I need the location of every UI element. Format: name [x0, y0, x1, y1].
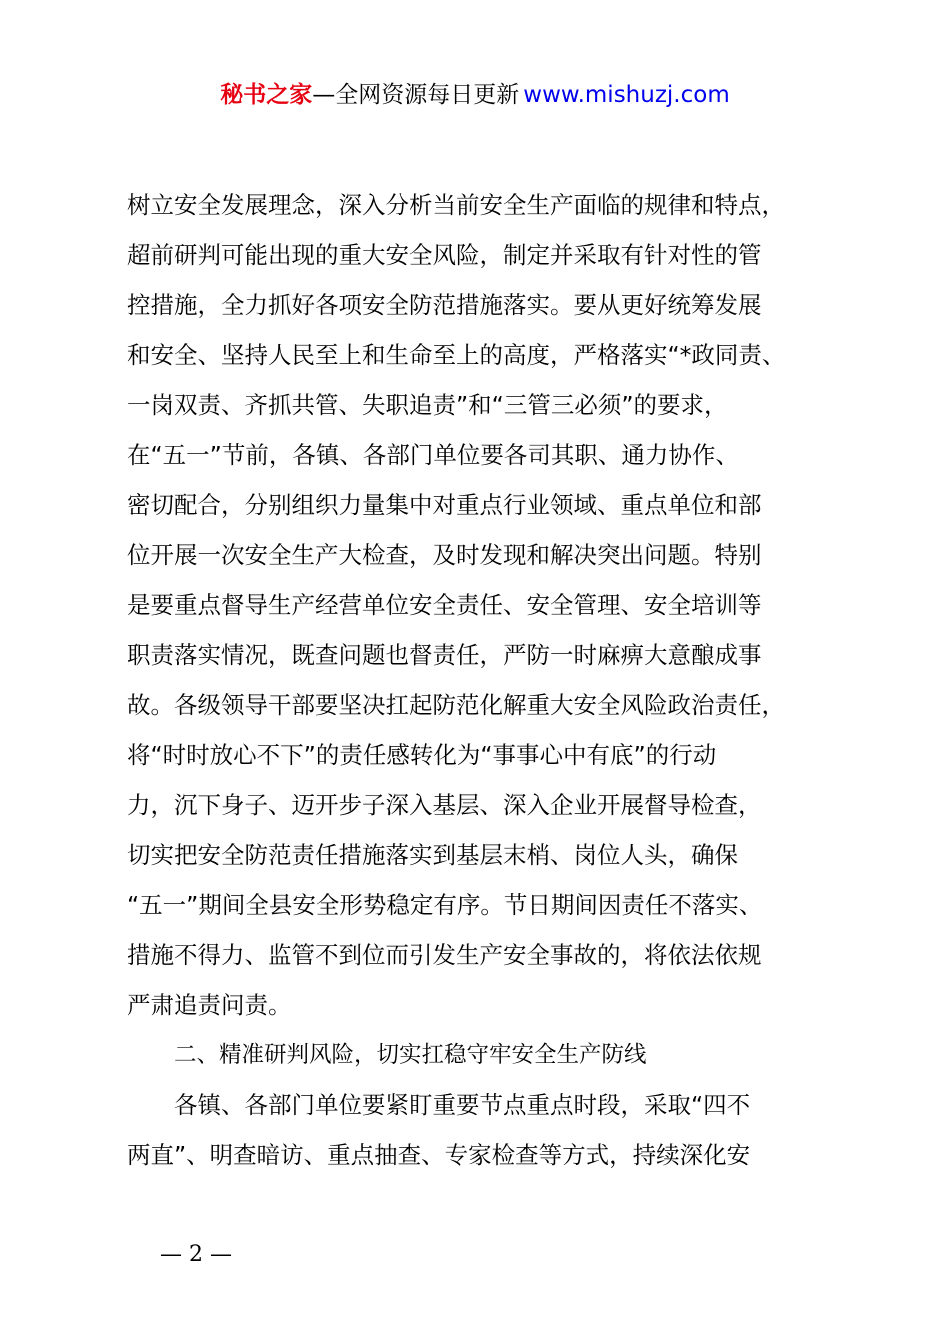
text-line: 控措施，全力抓好各项安全防范措施落实。要从更好统筹发展	[127, 291, 762, 319]
text-line: 措施不得力、监管不到位而引发生产安全事故的，将依法依规	[127, 941, 762, 969]
text-line: 职责落实情况，既查问题也督责任，严防一时麻痹大意酿成事	[127, 641, 762, 669]
text-line: 故。各级领导干部要坚决扛起防范化解重大安全风险政治责任，	[127, 691, 785, 719]
site-header	[0, 78, 950, 112]
text-line: 树立安全发展理念，深入分析当前安全生产面临的规律和特点，	[127, 191, 785, 219]
text-line: 超前研判可能出现的重大安全风险，制定并采取有针对性的管	[127, 241, 762, 269]
section-heading: 二、精准研判风险，切实扛稳守牢安全生产防线	[174, 1042, 647, 1068]
text-line: 在“五一”节前，各镇、各部门单位要各司其职、通力协作、	[127, 441, 739, 469]
text-line: 一岗双责、齐抓共管、失职追责”和“三管三必须”的要求，	[127, 391, 728, 419]
header-brand: 秘书之家	[220, 82, 313, 108]
header-tagline: —全网资源每日更新	[312, 82, 520, 108]
text-line: 位开展一次安全生产大检查，及时发现和解决突出问题。特别	[127, 541, 762, 569]
text-line: 密切配合，分别组织力量集中对重点行业领域、重点单位和部	[127, 491, 762, 519]
text-line: 和安全、坚持人民至上和生命至上的高度，严格落实“*政同责、	[127, 341, 786, 369]
header-url-link[interactable]: www.mishuzj.com	[523, 82, 730, 108]
text-line: 是要重点督导生产经营单位安全责任、安全管理、安全培训等	[127, 591, 762, 619]
text-line: 切实把安全防范责任措施落实到基层末梢、岗位人头，确保	[127, 841, 738, 869]
text-line: 各镇、各部门单位要紧盯重要节点重点时段，采取“四不	[174, 1091, 751, 1119]
text-line: 严肃追责问责。	[127, 991, 292, 1019]
document-body	[127, 180, 847, 1180]
text-line: 力，沉下身子、迈开步子深入基层、深入企业开展督导检查，	[127, 791, 762, 819]
page-number: — 2 —	[160, 1242, 232, 1267]
text-line: “五一”期间全县安全形势稳定有序。节日期间因责任不落实、	[127, 891, 763, 919]
text-line: 两直”、明查暗访、重点抽查、专家检查等方式，持续深化安	[127, 1141, 751, 1169]
text-line: 将“时时放心不下”的责任感转化为“事事心中有底”的行动	[127, 741, 717, 769]
